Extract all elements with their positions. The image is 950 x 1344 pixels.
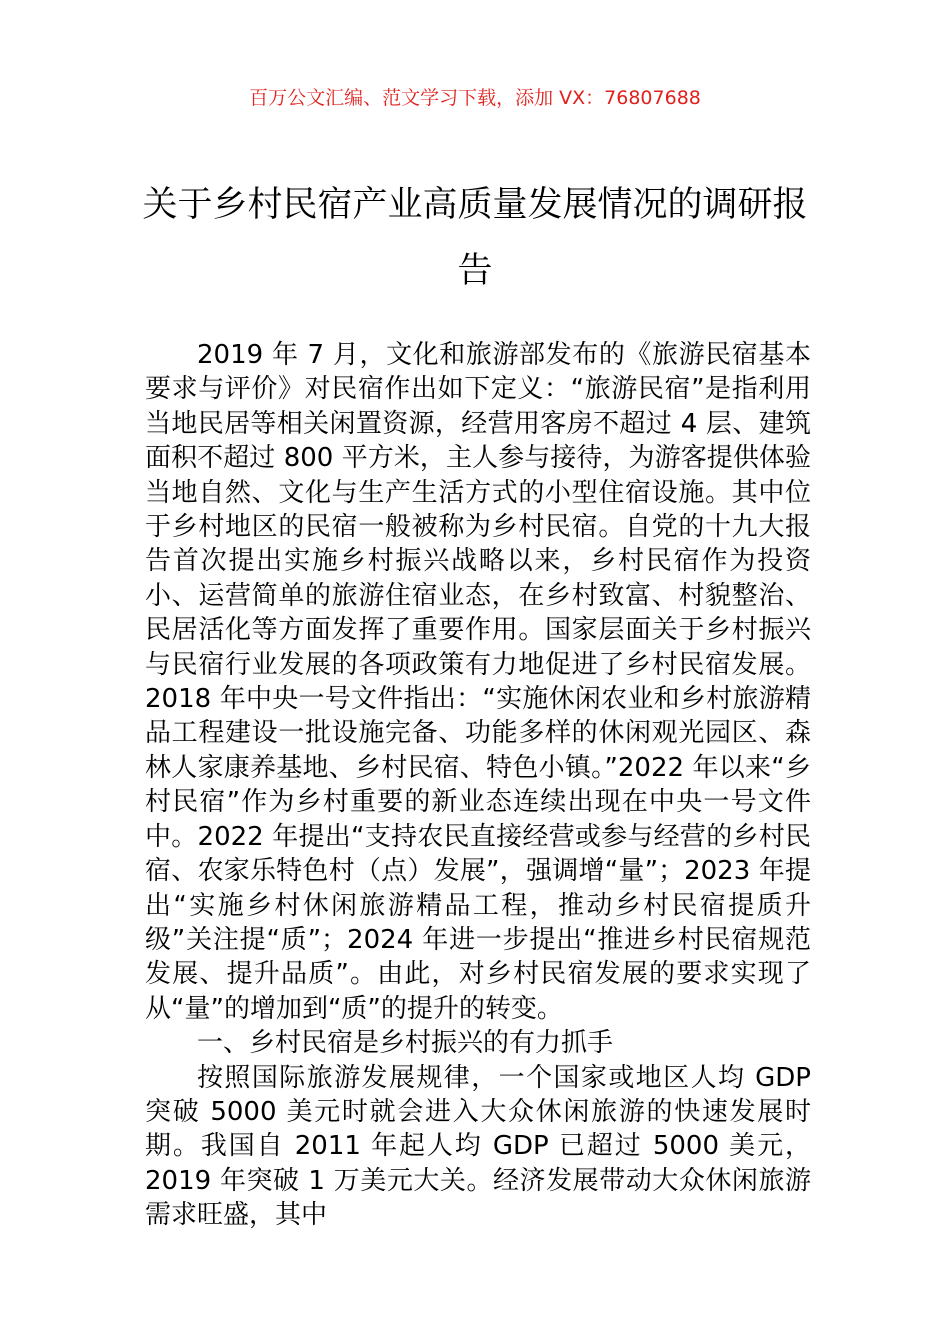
watermark-header-note: 百万公文汇编、范文学习下载，添加 VX：76807688 [249, 87, 701, 109]
document-title: 关于乡村民宿产业高质量发展情况的调研报告 [142, 185, 808, 291]
section-heading-1: 一、乡村民宿是乡村振兴的有力抓手 [197, 1028, 614, 1059]
body-paragraph-section-1: 按照国际旅游发展规律，一个国家或地区人均 GDP 突破 5000 美元时就会进入大众休闲旅游的快速发展时期。我国自 2011 年起人均 GDP 已超过 5000 美元，2019 年突破 1 万美元大关。经济发展带动大众休闲旅游需求旺盛，其中 [145, 1062, 811, 1231]
document-body [145, 338, 811, 1233]
body-paragraph-intro: 2019 年 7 月，文化和旅游部发布的《旅游民宿基本要求与评价》对民宿作出如下定义：“旅游民宿”是指利用当地民居等相关闲置资源，经营用客房不超过 4 层、建筑面积不超过 800 平方米，主人参与接待，为游客提供体验当地自然、文化与生产生活方式的小型住宿设施。其中位于乡村地区的民宿一般被称为乡村民宿。自党的十九大报告首次提出实施乡村振兴战略以来，乡村民宿作为投资小、运营简单的旅游住宿业态，在乡村致富、村貌整治、民居活化等方面发挥了重要作用。国家层面关于乡村振兴与民宿行业发展的各项政策有力地促进了乡村民宿发展。2018 年中央一号文件指出：“实施休闲农业和乡村旅游精品工程建设一批设施完备、功能多样的休闲观光园区、森林人家康养基地、乡村民宿、特色小镇。”2022 年以来“乡村民宿”作为乡村重要的新业态连续出现在中央一号文件中。2022 年提出“支持农民直接经营或参与经营的乡村民宿、农家乐特色村（点）发展”，强调增“量”；2023 年提出“实施乡村休闲旅游精品工程，推动乡村民宿提质升级”关注提“质”；2024 年进一步提出“推进乡村民宿规范发展、提升品质”。由此，对乡村民宿发展的要求实现了从“量”的增加到“质”的提升的转变。 [145, 340, 811, 1024]
